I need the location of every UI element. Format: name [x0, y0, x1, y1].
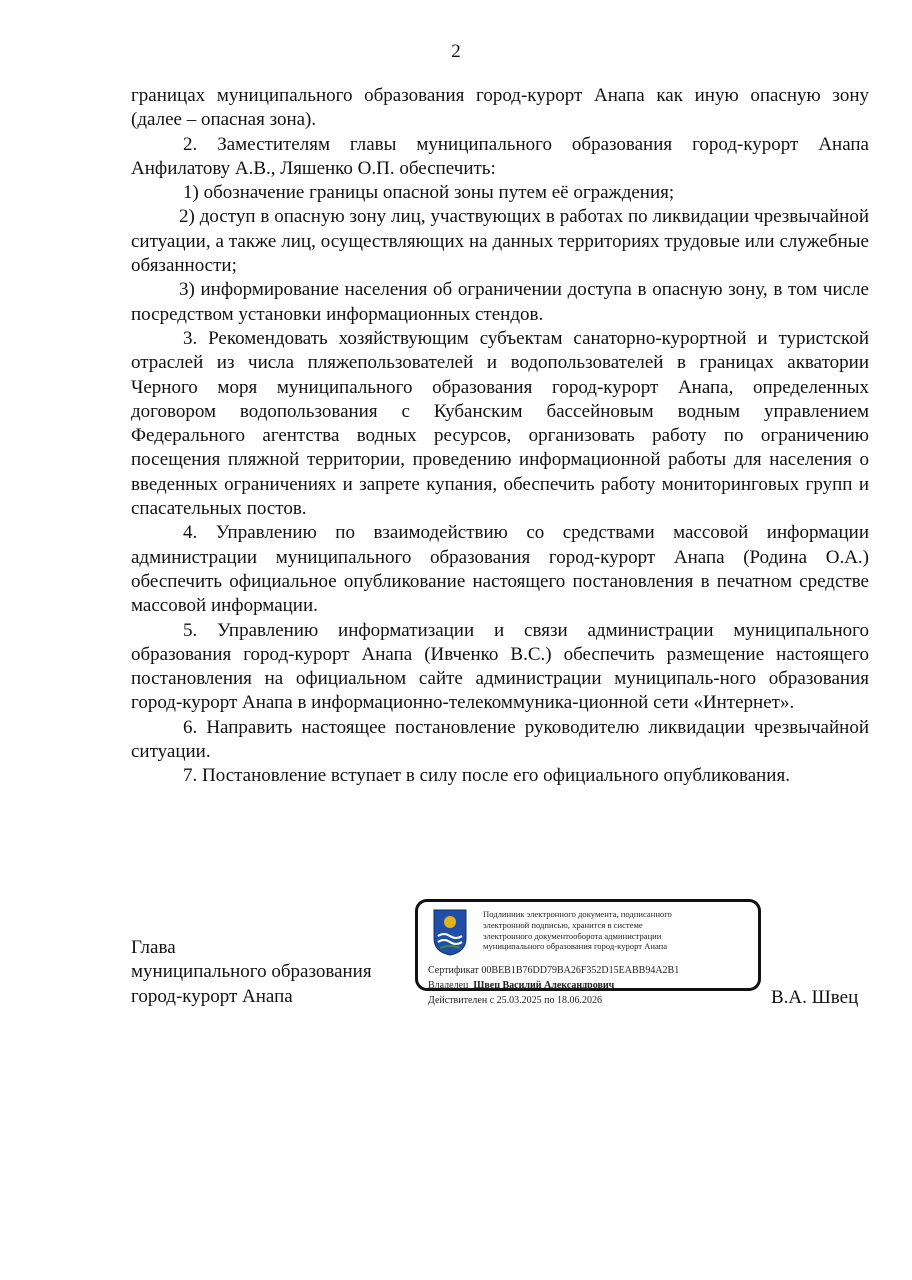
- paragraph-subitem-2: 2) доступ в опасную зону лиц, участвующих в работах по ликвидации чрезвычайной ситуации, а также лиц, осуществляющих на данных территориях трудовые или служебные обязанности;: [131, 206, 869, 277]
- certificate-owner: [428, 978, 758, 993]
- electronic-signature-stamp: [415, 899, 761, 1006]
- paragraph-item-7: 7. Постановление вступает в силу после его официального опубликования.: [183, 765, 790, 787]
- paragraph-item-6: 6. Направить настоящее постановление руководителю ликвидации чрезвычайной ситуации.: [131, 716, 869, 763]
- signatory-title-line: город-курорт Анапа: [131, 985, 293, 1007]
- document-body: [131, 84, 869, 789]
- signature-note-line: электронной подписью, хранится в системе: [483, 919, 643, 930]
- signature-note-line: электронного документооборота администрации: [483, 930, 662, 941]
- paragraph-item-5: 5. Управлению информатизации и связи администрации муниципального образования город-курорт Анапа (Ивченко В.С.) обеспечить размещение настоящего постановления на официальном сайте администрации муниципаль-ного образования город-курорт Анапа в информационно-телекоммуника-ционной сети «Интернет».: [131, 619, 869, 714]
- signatory-title: [131, 936, 421, 1009]
- owner-label: Владелец: [428, 980, 469, 991]
- paragraph-subitem-1: 1) обозначение границы опасной зоны путем её ограждения;: [183, 182, 675, 204]
- certificate-validity: Действителен с 25.03.2025 по 18.06.2026: [428, 995, 602, 1006]
- paragraph-item-3: 3. Рекомендовать хозяйствующим субъектам санаторно-курортной и туристской отраслей из числа пляжепользователей и водопользователей в границах акватории Черного моря муниципального образования город-курорт Анапа, определенных договором водопользования с Кубанским бассейновым водным управлением Федерального агентства водных ресурсов, организовать работу по ограничению посещения пляжной территории, проведению информационной работы для населения о введенных ограничениях и запрете купания, обеспечить работу мониторинговых групп и спасательных постов.: [131, 327, 869, 520]
- paragraph-continuation: границах муниципального образования город-курорт Анапа как иную опасную зону (далее – опасная зона).: [131, 85, 869, 131]
- paragraph-item-2: 2. Заместителям главы муниципального образования город-курорт Анапа Анфилатову А.В., Ляшенко О.П. обеспечить:: [131, 133, 869, 179]
- paragraph-subitem-3: 3) информирование населения об ограничении доступа в опасную зону, в том числе посредством установки информационных стендов.: [131, 279, 869, 325]
- owner-name: Швец Василий Александрович: [473, 980, 615, 991]
- signatory-title-line: муниципального образования: [131, 961, 372, 983]
- paragraph-item-4: 4. Управлению по взаимодействию со средствами массовой информации администрации муниципального образования город-курорт Анапа (Родина О.А.) обеспечить официальное опубликование настоящего постановления в печатном средстве массовой информации.: [131, 522, 869, 617]
- coat-of-arms-icon: [432, 908, 468, 956]
- signature-note: [483, 909, 753, 952]
- signature-note-line: Подлинник электронного документа, подписанного: [483, 909, 672, 919]
- signatory-title-line: Глава: [131, 937, 176, 958]
- signer-name: В.А. Швец: [771, 987, 859, 1008]
- certificate-info: [428, 963, 758, 1008]
- page-number: 2: [451, 41, 461, 62]
- certificate-number: Сертификат 00BEB1B76DD79BA26F352D15EABB94A2B1: [428, 965, 680, 976]
- signature-note-line: муниципального образования город-курорт Анапа: [483, 941, 668, 952]
